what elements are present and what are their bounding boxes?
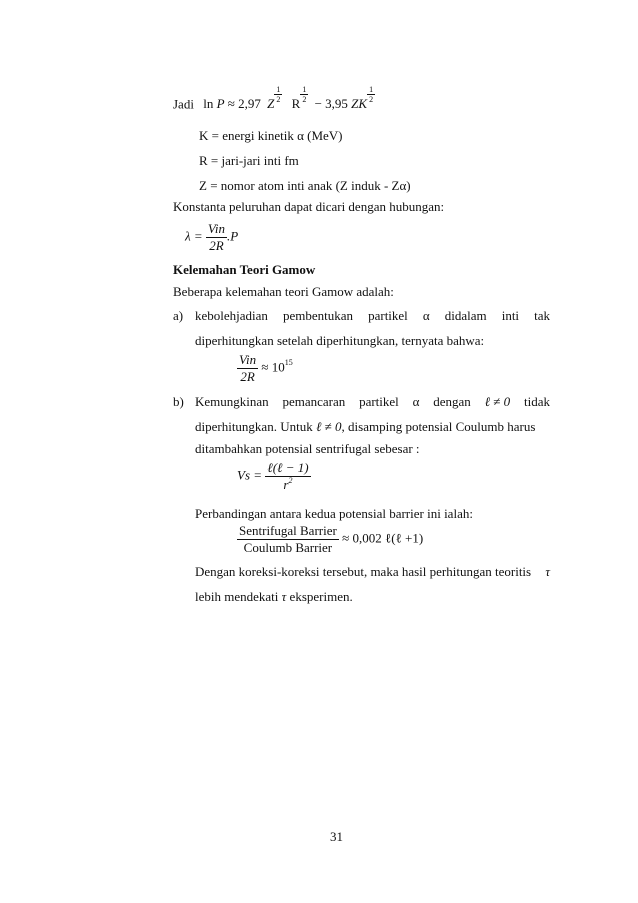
item-b-line2-a: diperhitungkan. Untuk <box>195 419 316 434</box>
vs-den <box>265 476 310 493</box>
tau-symbol: τ <box>545 564 550 579</box>
item-a-word: partikel <box>368 308 408 323</box>
item-b-line2-b: , disamping potensial Coulumb harus <box>341 419 536 434</box>
item-a-fraction <box>237 352 258 385</box>
vs-den-base: r <box>283 477 289 492</box>
lambda-lhs: λ = <box>185 228 203 244</box>
approx-coef: ≈ 2,97 <box>227 96 261 112</box>
koreksi-line1 <box>195 564 550 580</box>
koreksi-line2 <box>195 589 353 605</box>
p-var: P <box>216 96 225 112</box>
item-b-word: tidak <box>523 394 550 409</box>
vs-fraction <box>265 460 310 493</box>
item-a-line2: diperhitungkan setelah diperhitungkan, ternyata bahwa: <box>195 333 485 348</box>
lambda-num: Vin <box>207 221 225 236</box>
minus-coef: − 3,95 <box>314 96 348 112</box>
r-var: R <box>291 96 301 112</box>
item-a-marker: a) <box>173 308 184 323</box>
def-k: K = energi kinetik α (MeV) <box>199 128 343 143</box>
r-exp-den: 2 <box>302 95 307 104</box>
lambda-den: 2R <box>206 237 227 254</box>
item-b-word: ℓ ≠ 0 <box>484 394 511 409</box>
item-a-word: tak <box>534 308 550 323</box>
lambda-rhs: .P <box>227 228 239 244</box>
lambda-equation <box>185 221 238 254</box>
item-b-line1 <box>177 394 550 410</box>
section-heading: Kelemahan Teori Gamow <box>173 262 316 277</box>
item-a-rhs: ≈ 10 <box>261 359 285 375</box>
item-b-line2 <box>195 419 535 435</box>
vs-equation <box>237 460 311 493</box>
zk-exp-num: 1 <box>369 85 374 94</box>
z-exponent <box>274 85 282 104</box>
item-a-word: kebolehjadian <box>195 308 268 323</box>
def-z: Z = nomor atom inti anak (Z induk - Zα) <box>199 178 411 193</box>
item-a-word: α <box>422 308 430 323</box>
item-b-line2-math: ℓ ≠ 0 <box>315 419 342 434</box>
item-a-exp: 15 <box>284 358 293 368</box>
koreksi-text-1: Dengan koreksi-koreksi tersebut, maka hasil perhitungan teoritis <box>195 564 532 579</box>
ratio-fraction <box>237 523 339 556</box>
page-number: 31 <box>330 829 343 844</box>
ratio-den: Coulumb Barrier <box>237 539 339 556</box>
z-var: Z <box>267 96 275 112</box>
intro-text: Beberapa kelemahan teori Gamow adalah: <box>173 284 394 299</box>
z-exp-den: 2 <box>276 95 281 104</box>
vs-lhs: Vs = <box>237 467 263 483</box>
konstanta-text: Konstanta peluruhan dapat dicari dengan hubungan: <box>173 199 445 214</box>
ratio-num: Sentrifugal Barrier <box>239 523 337 538</box>
item-a-equation <box>237 352 293 385</box>
def-r: R = jari-jari inti fm <box>199 153 299 168</box>
tau-symbol: τ <box>281 589 287 604</box>
item-a-num: Vin <box>239 352 257 367</box>
zk-var: ZK <box>351 96 368 112</box>
item-a-line1 <box>177 308 550 324</box>
lambda-fraction <box>206 221 227 254</box>
item-b-marker: b) <box>173 394 184 409</box>
ln-text: ln <box>203 96 214 112</box>
item-b-word: partikel <box>359 394 399 409</box>
item-b-word: α <box>412 394 420 409</box>
item-a-word: inti <box>501 308 520 323</box>
zk-exp-den: 2 <box>369 95 374 104</box>
item-b-word: Kemungkinan <box>195 394 269 409</box>
item-b-word: dengan <box>433 394 471 409</box>
koreksi-text-2a: lebih mendekati <box>195 589 282 604</box>
zk-exponent <box>367 85 375 104</box>
jadi-equation <box>173 85 375 115</box>
perbandingan-text: Perbandingan antara kedua potensial barrier ini ialah: <box>195 506 473 521</box>
vs-num: ℓ(ℓ − 1) <box>267 460 309 475</box>
item-b-line3: ditambahkan potensial sentrifugal sebesar : <box>195 441 420 456</box>
ratio-rhs: ≈ 0,002 ℓ(ℓ +1) <box>342 530 424 546</box>
jadi-label: Jadi <box>173 96 194 112</box>
r-exponent <box>300 85 308 104</box>
koreksi-text-2b: eksperimen. <box>286 589 353 604</box>
z-exp-num: 1 <box>276 85 281 94</box>
item-b-word: pemancaran <box>282 394 346 409</box>
item-a-word: pembentukan <box>282 308 354 323</box>
r-exp-num: 1 <box>302 85 307 94</box>
item-a-word: didalam <box>444 308 487 323</box>
item-a-den: 2R <box>237 368 258 385</box>
vs-den-exp: 2 <box>288 476 293 485</box>
ratio-equation <box>237 523 423 556</box>
ln-term <box>203 85 375 112</box>
